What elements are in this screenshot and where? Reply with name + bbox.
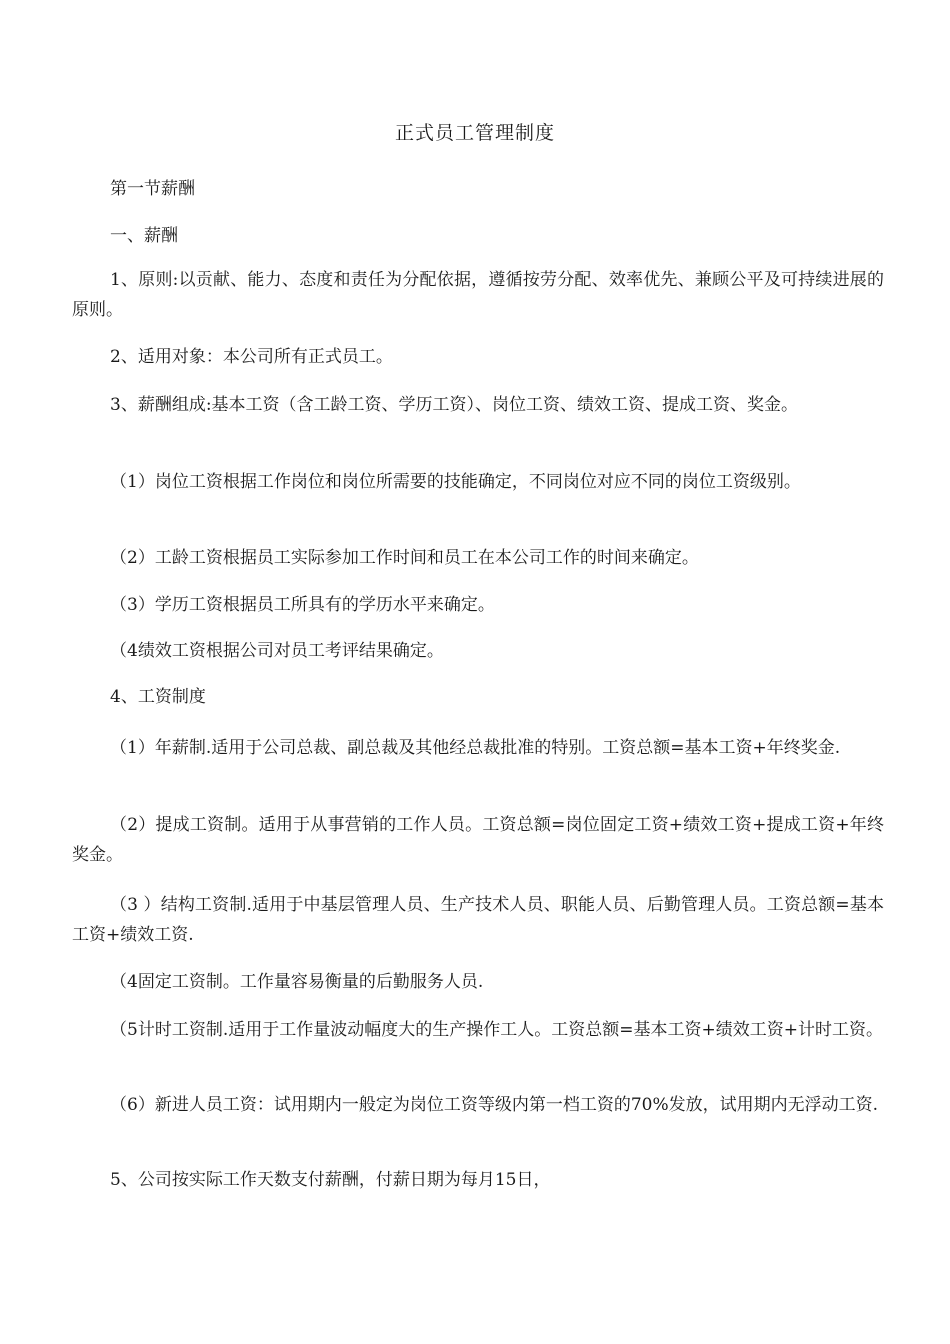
paragraph-item: （6）新进人员工资：试用期内一般定为岗位工资等级内第一档工资的70%发放，试用期内无浮动工资. [110, 1095, 879, 1115]
paragraph-composition: 3、薪酬组成:基本工资（含工龄工资、学历工资）、岗位工资、绩效工资、提成工资、奖金。 [110, 395, 799, 415]
paragraph-item: （1）年薪制.适用于公司总裁、副总裁及其他经总裁批准的特别。工资总额=基本工资+年终奖金. [110, 738, 841, 758]
paragraph-item: （2）提成工资制。适用于从事营销的工作人员。工资总额=岗位固定工资+绩效工资+提成工资+年终奖金。 [72, 815, 884, 865]
paragraph-item: （4绩效工资根据公司对员工考评结果确定。 [110, 641, 444, 661]
paragraph-item: （2）工龄工资根据员工实际参加工作时间和员工在本公司工作的时间来确定。 [110, 548, 699, 568]
document-title: 正式员工管理制度 [394, 122, 555, 144]
paragraph-payment: 5、公司按实际工作天数支付薪酬，付薪日期为每月15日， [110, 1170, 551, 1190]
paragraph-principle: 1、原则:以贡献、能力、态度和责任为分配依据，遵循按劳分配、效率优先、兼顾公平及可持续进展的原则。 [72, 270, 884, 320]
paragraph-item: （4固定工资制。工作量容易衡量的后勤服务人员. [110, 972, 484, 992]
paragraph-item: （5计时工资制.适用于工作量波动幅度大的生产操作工人。工资总额=基本工资+绩效工资+计时工资。 [110, 1020, 883, 1040]
paragraph-item: （3 ）结构工资制.适用于中基层管理人员、生产技术人员、职能人员、后勤管理人员。工资总额=基本工资+绩效工资. [72, 895, 884, 945]
paragraph-item: （3）学历工资根据员工所具有的学历水平来确定。 [110, 595, 495, 615]
subsection-heading: 一、薪酬 [110, 226, 178, 246]
paragraph-wage-system: 4、工资制度 [110, 687, 206, 707]
paragraph-scope: 2、适用对象：本公司所有正式员工。 [110, 347, 393, 367]
section-heading: 第一节薪酬 [110, 179, 195, 199]
paragraph-item: （1）岗位工资根据工作岗位和岗位所需要的技能确定，不同岗位对应不同的岗位工资级别。 [110, 472, 801, 492]
